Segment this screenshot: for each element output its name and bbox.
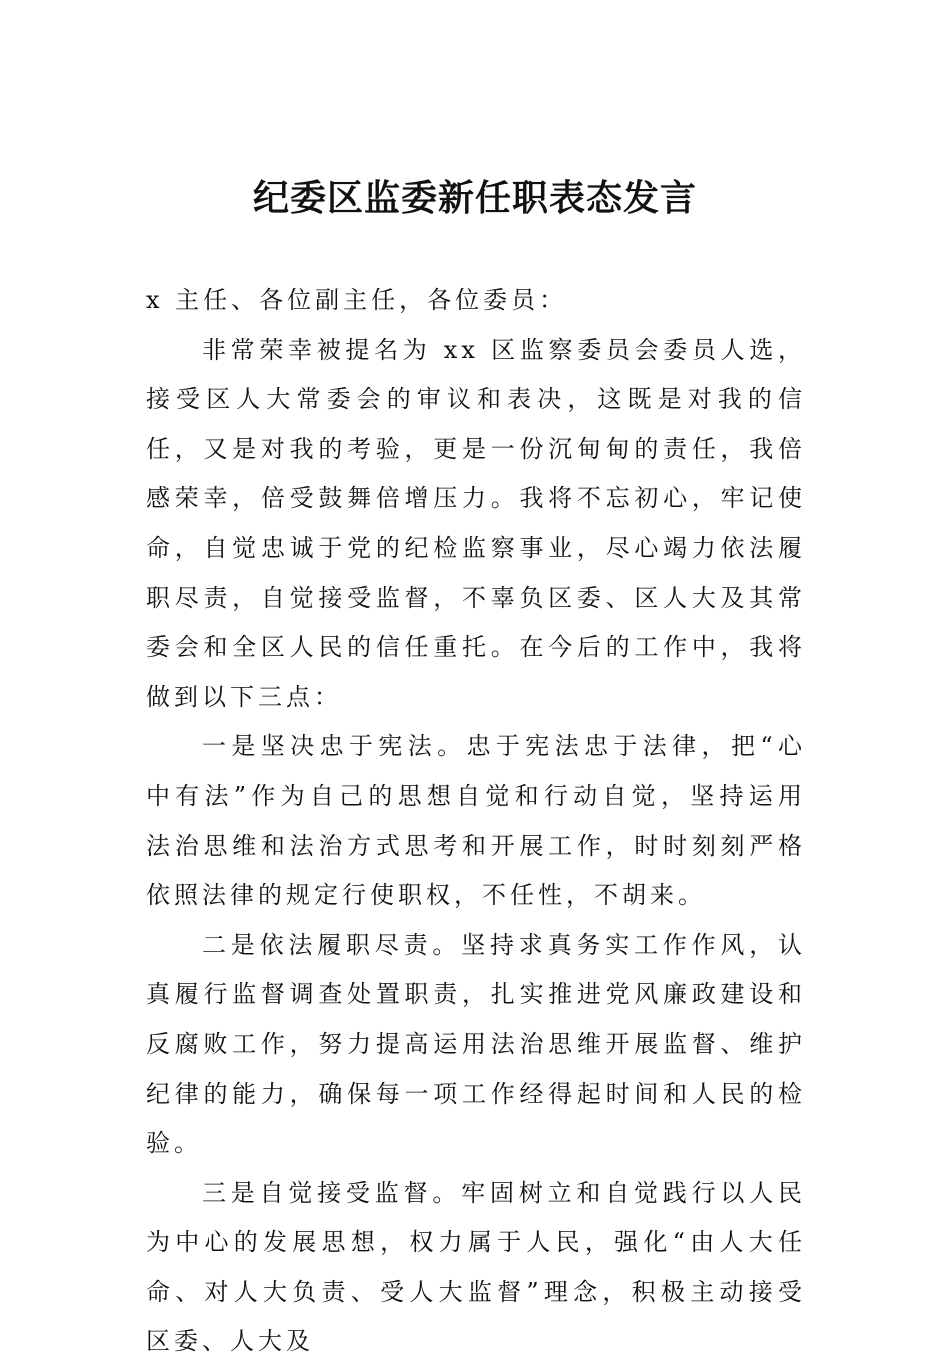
document-title: 纪委区监委新任职表态发言: [252, 177, 697, 219]
salutation: x 主任、各位副主任，各位委员：: [146, 286, 568, 314]
paragraph-point-three: 三是自觉接受监督。牢固树立和自觉践行以人民为中心的发展思想，权力属于人民，强化“由人大任命、对人大负责、受人大监督”理念，积极主动接受区委、人大及: [146, 1178, 806, 1356]
paragraph-point-one: 一是坚决忠于宪法。忠于宪法忠于法律，把“心中有法”作为自己的思想自觉和行动自觉，坚持运用法治思维和法治方式思考和开展工作，时时刻刻严格依照法律的规定行使职权，不任性，不胡来。: [146, 732, 806, 910]
paragraph-point-two: 二是依法履职尽责。坚持求真务实工作作风，认真履行监督调查处置职责，扎实推进党风廉政建设和反腐败工作，努力提高运用法治思维开展监督、维护纪律的能力，确保每一项工作经得起时间和人民的检验。: [146, 930, 806, 1158]
document-body: [146, 276, 806, 1367]
paragraph-intro: 非常荣幸被提名为 xx 区监察委员会委员人选，接受区人大常委会的审议和表决，这既是对我的信任，又是对我的考验，更是一份沉甸甸的责任，我倍感荣幸，倍受鼓舞倍增压力。我将不忘初心，牢记使命，自觉忠诚于党的纪检监察事业，尽心竭力依法履职尽责，自觉接受监督，不辜负区委、区人大及其常委会和全区人民的信任重托。在今后的工作中，我将做到以下三点：: [146, 335, 806, 711]
